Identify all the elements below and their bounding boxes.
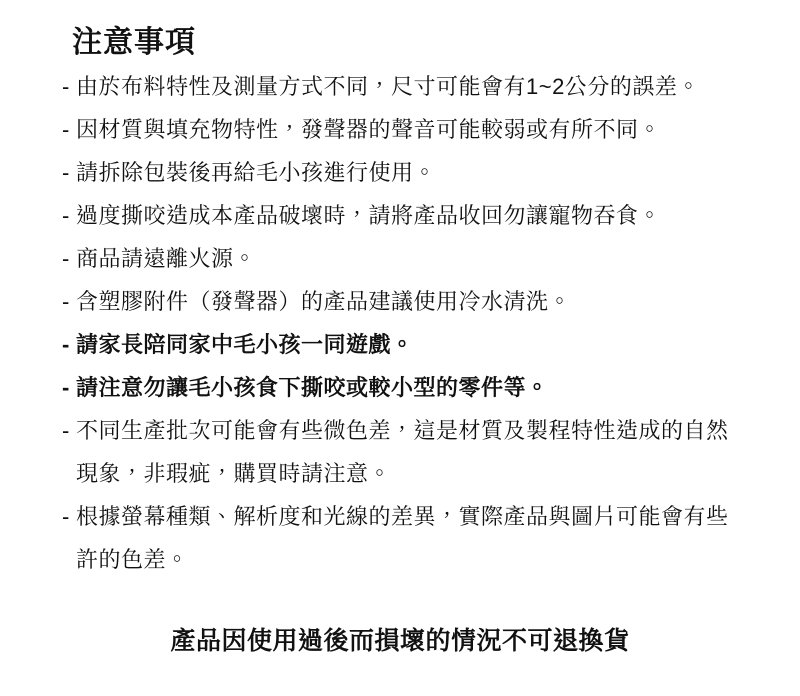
note-text: 因材質與填充物特性，發聲器的聲音可能較弱或有所不同。 xyxy=(76,117,662,142)
bullet-dash: - xyxy=(62,504,70,529)
note-text: 由於布料特性及測量方式不同，尺寸可能會有1~2公分的誤差。 xyxy=(76,74,700,99)
bullet-dash: - xyxy=(62,289,70,314)
note-text: 含塑膠附件（發聲器）的產品建議使用冷水清洗。 xyxy=(76,289,572,314)
bullet-dash: - xyxy=(62,74,70,99)
note-item xyxy=(62,65,742,108)
note-text: 根據螢幕種類、解析度和光線的差異，實際產品與圖片可能會有些許的色差。 xyxy=(76,504,729,572)
bullet-dash: - xyxy=(62,117,70,142)
bullet-dash: - xyxy=(62,375,70,400)
bullet-dash: - xyxy=(62,160,70,185)
note-item xyxy=(62,151,742,194)
note-text: 請注意勿讓毛小孩食下撕咬或較小型的零件等。 xyxy=(76,375,549,400)
note-item xyxy=(62,237,742,280)
note-text: 商品請遠離火源。 xyxy=(76,246,257,271)
footer-warning-text: 產品因使用過後而損壞的情況不可退換貨 xyxy=(170,627,630,655)
note-item xyxy=(62,366,742,409)
note-item xyxy=(62,323,742,366)
note-item xyxy=(62,280,742,323)
bullet-dash: - xyxy=(62,203,70,228)
notes-list xyxy=(62,65,742,581)
note-text: 請拆除包裝後再給毛小孩進行使用。 xyxy=(76,160,437,185)
bullet-dash: - xyxy=(62,418,70,443)
note-text: 請家長陪同家中毛小孩一同遊戲。 xyxy=(76,332,414,357)
note-item xyxy=(62,409,742,495)
note-text: 不同生產批次可能會有些微色差，這是材質及製程特性造成的自然現象，非瑕疵，購買時請注意。 xyxy=(76,418,729,486)
page-title: 注意事項 xyxy=(72,26,196,59)
note-item xyxy=(62,194,742,237)
note-text: 過度撕咬造成本產品破壞時，請將產品收回勿讓寵物吞食。 xyxy=(76,203,662,228)
bullet-dash: - xyxy=(62,246,70,271)
note-item xyxy=(62,108,742,151)
bullet-dash: - xyxy=(62,332,70,357)
note-item xyxy=(62,495,742,581)
